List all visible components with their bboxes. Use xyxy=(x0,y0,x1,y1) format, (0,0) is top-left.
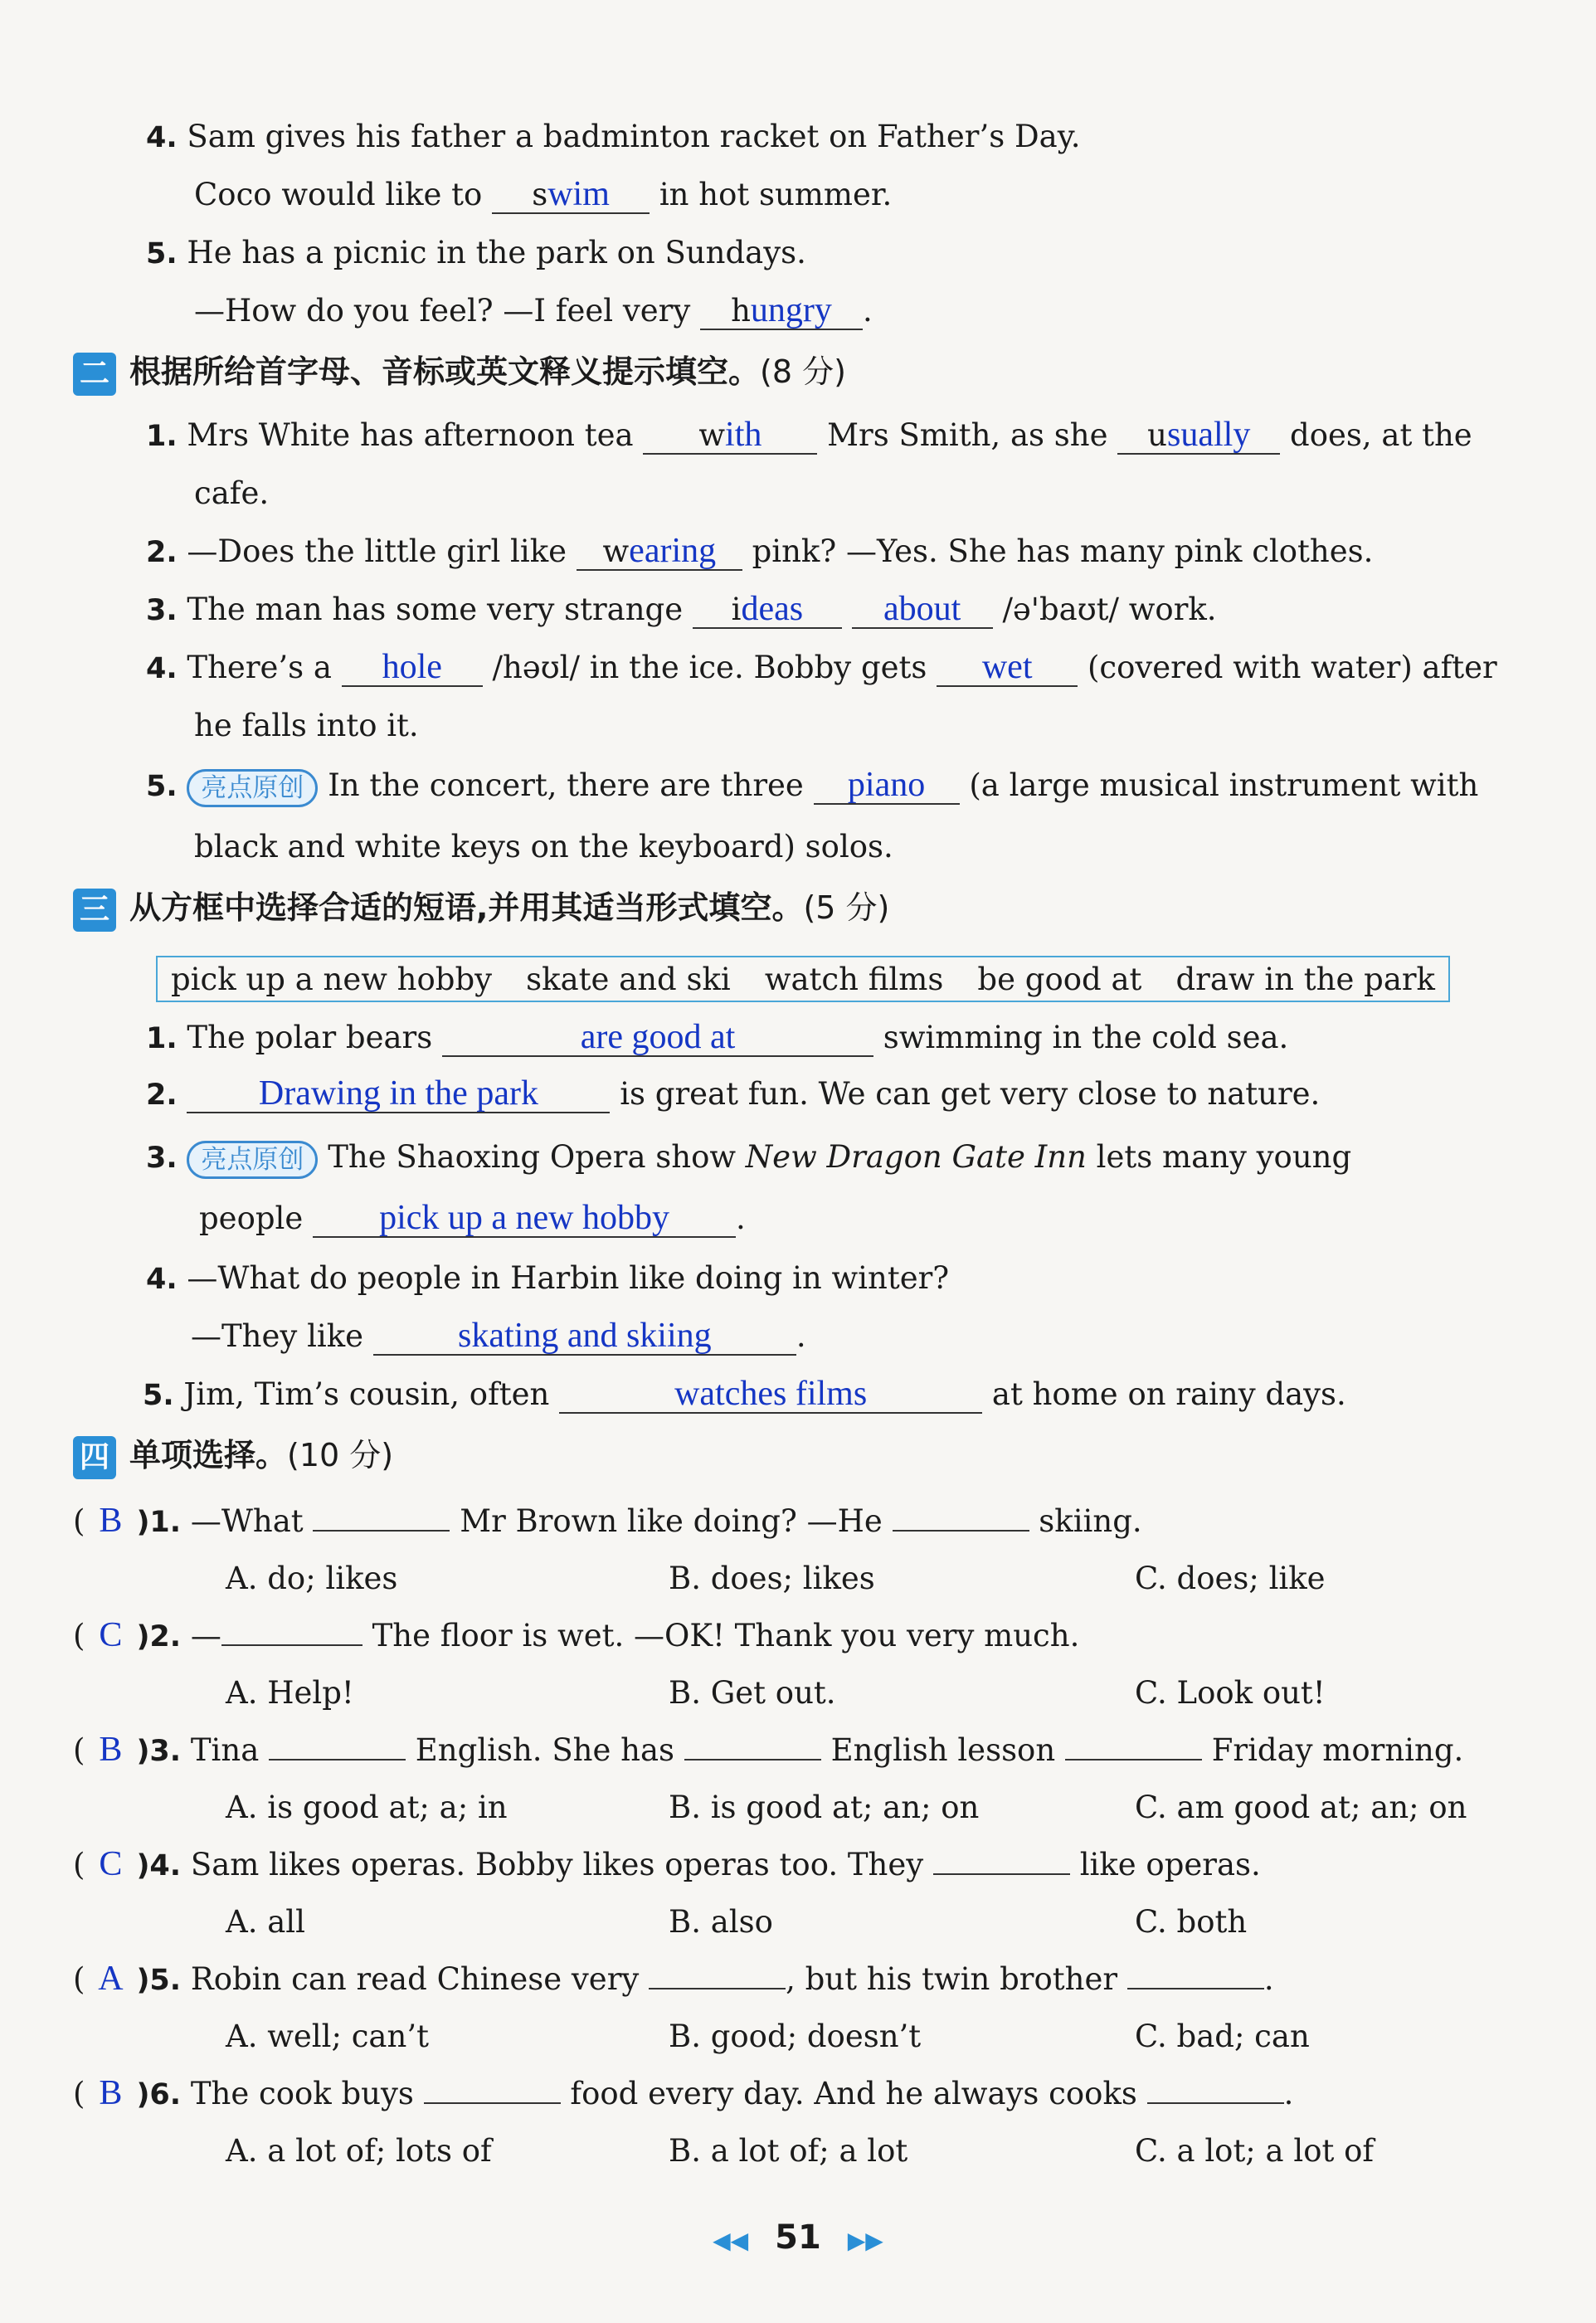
answer-blank[interactable] xyxy=(221,1644,363,1646)
answer-blank[interactable]: hole xyxy=(342,650,483,687)
phrase: skate and ski xyxy=(526,961,731,997)
s2-q5-line1: 5. 亮点原创 In the concert, there are three piano (a large musical instrument with xyxy=(146,765,1478,807)
option-a[interactable]: A. Help! xyxy=(226,1675,354,1711)
answer-blank[interactable]: swim xyxy=(492,177,650,214)
answer-blank[interactable]: usually xyxy=(1117,417,1280,455)
page-footer xyxy=(0,2218,1596,2257)
answer-blank[interactable] xyxy=(269,1759,406,1761)
phrase-box xyxy=(156,956,1450,1002)
answer-blank[interactable]: about xyxy=(852,592,993,629)
phrase: draw in the park xyxy=(1175,961,1435,997)
option-c[interactable]: C. a lot; a lot of xyxy=(1135,2133,1375,2169)
option-b[interactable]: B. a lot of; a lot xyxy=(669,2133,908,2169)
mc-question-3: ( B )3. Tina English. She has English lesson Friday morning. xyxy=(73,1731,1464,1769)
option-b[interactable]: B. Get out. xyxy=(669,1675,836,1711)
p1-q5-line1: 5. He has a picnic in the park on Sundays. xyxy=(146,235,806,270)
option-a[interactable]: A. is good at; a; in xyxy=(226,1790,508,1825)
option-b[interactable]: B. also xyxy=(669,1904,773,1940)
p1-q4-line2: Coco would like to swim in hot summer. xyxy=(194,175,893,213)
answer-blank[interactable]: hungry xyxy=(700,293,863,330)
answer-blank[interactable] xyxy=(1127,1988,1264,1989)
s2-q1-line2: cafe. xyxy=(194,475,270,511)
mc-question-5: ( A )5. Robin can read Chinese very , but his twin brother . xyxy=(73,1960,1274,1998)
s3-q5: 5. Jim, Tim’s cousin, often watches films at home on rainy days. xyxy=(143,1375,1346,1413)
answer-blank[interactable]: watches films xyxy=(559,1376,982,1414)
original-badge: 亮点原创 xyxy=(187,769,318,807)
s3-q3-line2: people pick up a new hobby . xyxy=(199,1199,746,1237)
option-c[interactable]: C. am good at; an; on xyxy=(1135,1790,1467,1825)
phrase: pick up a new hobby xyxy=(171,961,493,997)
s3-q4-line2: —They like skating and skiing . xyxy=(191,1317,806,1355)
s2-q4-line2: he falls into it. xyxy=(194,708,419,743)
answer-blank[interactable]: skating and skiing xyxy=(373,1318,796,1356)
p1-q4-line1: 4. Sam gives his father a badminton racket on Father’s Day. xyxy=(146,119,1081,154)
option-c[interactable]: C. Look out! xyxy=(1135,1675,1326,1711)
section-4-heading: 四 单项选择。(10 分) xyxy=(73,1432,393,1479)
answer-blank[interactable] xyxy=(893,1530,1029,1532)
s2-q5-line2: black and white keys on the keyboard) solos. xyxy=(194,829,893,864)
answer-blank[interactable]: ideas xyxy=(693,592,842,629)
mc-question-4: ( C )4. Sam likes operas. Bobby likes operas too. They like operas. xyxy=(73,1845,1261,1883)
answer-blank[interactable] xyxy=(1065,1759,1202,1761)
answer-blank[interactable]: piano xyxy=(814,767,960,805)
answer-blank[interactable]: with xyxy=(643,417,817,455)
answer-blank[interactable]: Drawing in the park xyxy=(187,1076,610,1113)
answer-blank[interactable] xyxy=(313,1530,450,1532)
answer-blank[interactable]: pick up a new hobby xyxy=(313,1200,736,1238)
option-b[interactable]: B. good; doesn’t xyxy=(669,2019,922,2054)
s2-q3: 3. The man has some very strange ideas about /ə'baʊt/ work. xyxy=(146,590,1217,628)
s3-q4-line1: 4. —What do people in Harbin like doing in winter? xyxy=(146,1260,950,1296)
mc-question-1: ( B )1. —What Mr Brown like doing? —He skiing. xyxy=(73,1502,1142,1540)
s3-q3-line1: 3. 亮点原创 The Shaoxing Opera show New Dragon Gate Inn lets many young xyxy=(146,1137,1351,1179)
answer-blank[interactable] xyxy=(1147,2102,1284,2104)
s2-q1-line1: 1. Mrs White has afternoon tea with Mrs Smith, as she usually does, at the xyxy=(146,416,1472,454)
mc-question-2: ( C )2. — The floor is wet. —OK! Thank you very much. xyxy=(73,1616,1080,1654)
answer-blank[interactable] xyxy=(649,1988,786,1989)
s3-q1: 1. The polar bears are good at swimming in the cold sea. xyxy=(146,1018,1289,1056)
answer-blank[interactable] xyxy=(424,2102,561,2104)
option-b[interactable]: B. is good at; an; on xyxy=(669,1790,980,1825)
option-b[interactable]: B. does; likes xyxy=(669,1561,875,1596)
option-a[interactable]: A. all xyxy=(226,1904,305,1940)
answer-blank[interactable]: are good at xyxy=(442,1020,873,1057)
phrase: watch films xyxy=(764,961,944,997)
answer-blank[interactable] xyxy=(684,1759,821,1761)
next-page-icon[interactable]: ▶▶ xyxy=(847,2227,883,2254)
option-c[interactable]: C. does; like xyxy=(1135,1561,1326,1596)
page-number: 51 xyxy=(775,2218,821,2257)
option-c[interactable]: C. bad; can xyxy=(1135,2019,1310,2054)
s3-q2: 2. Drawing in the park is great fun. We can get very close to nature. xyxy=(146,1074,1321,1113)
section-3-heading: 三 从方框中选择合适的短语,并用其适当形式填空。(5 分) xyxy=(73,884,889,932)
prev-page-icon[interactable]: ◀◀ xyxy=(713,2227,749,2254)
section-2-heading: 二 根据所给首字母、音标或英文释义提示填空。(8 分) xyxy=(73,348,846,396)
phrase: be good at xyxy=(977,961,1142,997)
s2-q4-line1: 4. There’s a hole /həʊl/ in the ice. Bobby gets wet (covered with water) after xyxy=(146,648,1497,686)
option-a[interactable]: A. do; likes xyxy=(226,1561,398,1596)
original-badge: 亮点原创 xyxy=(187,1141,318,1179)
s2-q2: 2. —Does the little girl like wearing pink? —Yes. She has many pink clothes. xyxy=(146,532,1374,570)
mc-question-6: ( B )6. The cook buys food every day. And he always cooks . xyxy=(73,2074,1294,2112)
option-a[interactable]: A. a lot of; lots of xyxy=(226,2133,492,2169)
answer-blank[interactable]: wearing xyxy=(577,533,742,571)
answer-blank[interactable]: wet xyxy=(937,650,1078,687)
p1-q5-line2: —How do you feel? —I feel very hungry . xyxy=(194,291,873,329)
option-a[interactable]: A. well; can’t xyxy=(226,2019,429,2054)
option-c[interactable]: C. both xyxy=(1135,1904,1248,1940)
answer-blank[interactable] xyxy=(933,1873,1070,1875)
